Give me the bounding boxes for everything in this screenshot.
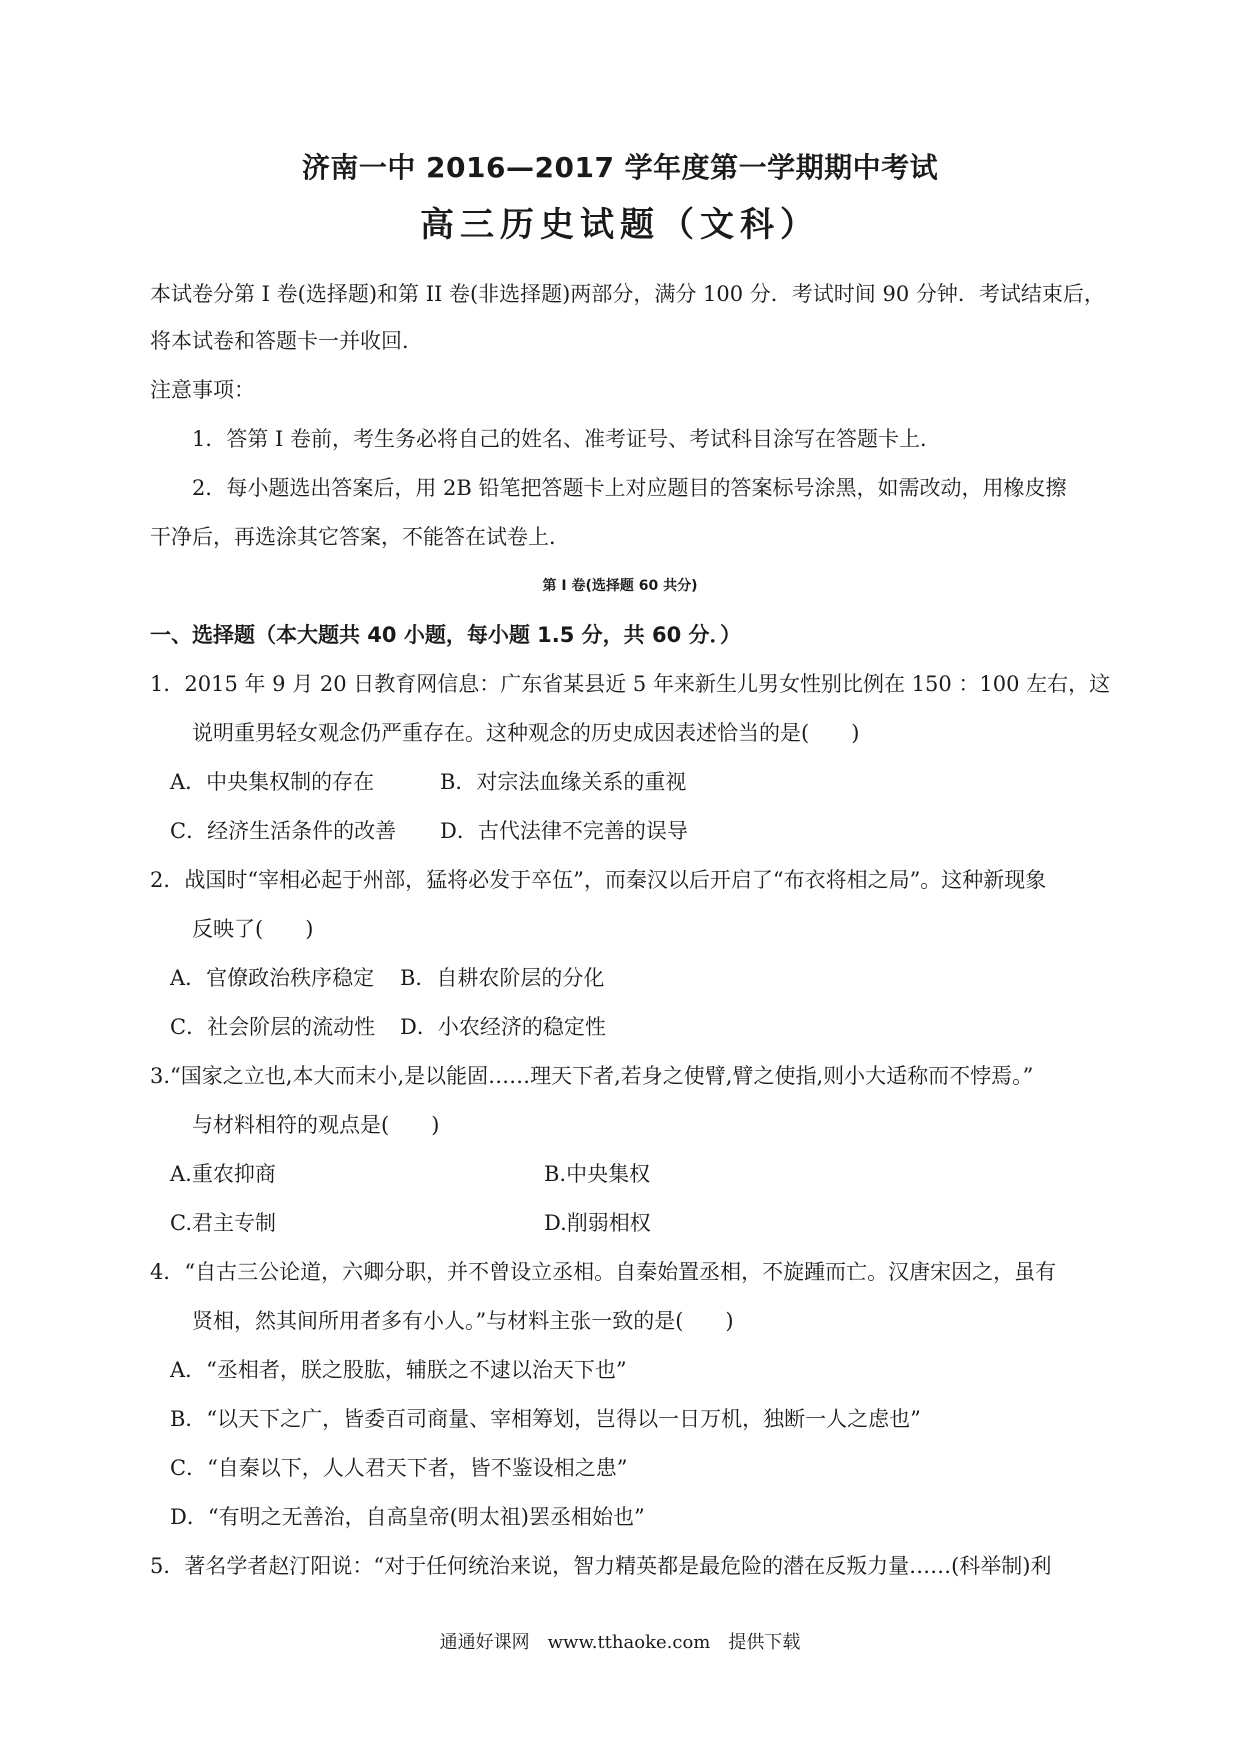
question-1-option-d: D．古代法律不完善的误导 [440,819,688,843]
question-3-option-c: C.君主专制 [170,1211,276,1235]
notice-item-1: 1．答第 I 卷前，考生务必将自己的姓名、准考证号、考试科目涂写在答题卡上． [192,427,942,451]
question-1-option-a: A．中央集权制的存在 [170,770,375,794]
question-1-option-c: C．经济生活条件的改善 [170,819,397,843]
question-3-stem-line-1: 3.“国家之立也,本大而末小,是以能固……理天下者,若身之使臂,臂之使指,则小大适称而不悖焉。” [150,1064,1034,1088]
question-1-stem-line-1: 1．2015 年 9 月 20 日教育网信息：广东省某县近 5 年来新生儿男女性别比例在 150 ：100 左右，这 [150,672,1111,696]
question-1-stem-line-2: 说明重男轻女观念仍严重存在。这种观念的历史成因表述恰当的是( ) [192,721,860,745]
notice-item-2-line-1: 2．每小题选出答案后，用 2B 铅笔把答题卡上对应题目的答案标号涂黑，如需改动，用橡皮擦 [192,476,1067,500]
section-title: 第 I 卷(选择题 60 共分) [542,578,698,594]
question-2-stem-line-1: 2．战国时“宰相必起于州部，猛将必发于卒伍”，而秦汉以后开启了“布衣将相之局”。这种新现象 [150,868,1047,892]
exam-subtitle: 高三历史试题（文科） [420,205,820,245]
question-2-option-c: C．社会阶层的流动性 [170,1015,376,1039]
question-2-option-b: B．自耕农阶层的分化 [400,966,605,990]
question-4-stem-line-1: 4．“自古三公论道，六卿分职，并不曾设立丞相。自秦始置丞相，不旋踵而亡。汉唐宋因之，虽有 [150,1260,1057,1284]
notice-heading: 注意事项： [150,378,255,402]
question-4-option-b: B．“以天下之广，皆委百司商量、宰相筹划，岂得以一日万机，独断一人之虑也” [170,1407,921,1431]
part-heading: 一、选择题（本大题共 40 小题，每小题 1.5 分，共 60 分．） [150,623,742,647]
question-5-stem-line-1: 5．著名学者赵汀阳说：“对于任何统治来说，智力精英都是最危险的潜在反叛力量……(科举制)利 [150,1554,1052,1578]
question-4-option-a: A．“丞相者，朕之股肱，辅朕之不逮以治天下也” [170,1358,627,1382]
intro-line-1: 本试卷分第 I 卷(选择题)和第 II 卷(非选择题)两部分，满分 100 分．考试时间 90 分钟．考试结束后， [150,282,1105,306]
question-3-option-b: B.中央集权 [544,1162,651,1186]
question-2-stem-line-2: 反映了( ) [192,917,314,941]
exam-title: 济南一中 2016—2017 学年度第一学期期中考试 [301,151,939,184]
question-3-option-a: A.重农抑商 [170,1162,276,1186]
question-3-stem-line-2: 与材料相符的观点是( ) [192,1113,440,1137]
question-1-option-b: B．对宗法血缘关系的重视 [440,770,687,794]
question-4-option-c: C．“自秦以下，人人君天下者，皆不鉴设相之患” [170,1456,628,1480]
question-2-option-a: A．官僚政治秩序稳定 [170,966,375,990]
question-3-option-d: D.削弱相权 [544,1211,651,1235]
question-4-stem-line-2: 贤相，然其间所用者多有小人。”与材料主张一致的是( ) [192,1309,734,1333]
page-footer: 通通好课网 www.tthaoke.com 提供下载 [439,1632,801,1653]
question-2-option-d: D．小农经济的稳定性 [400,1015,606,1039]
intro-line-2: 将本试卷和答题卡一并收回． [150,329,423,353]
question-4-option-d: D．“有明之无善治，自高皇帝(明太祖)罢丞相始也” [170,1505,645,1529]
notice-item-2-line-2: 干净后，再选涂其它答案，不能答在试卷上． [150,525,570,549]
